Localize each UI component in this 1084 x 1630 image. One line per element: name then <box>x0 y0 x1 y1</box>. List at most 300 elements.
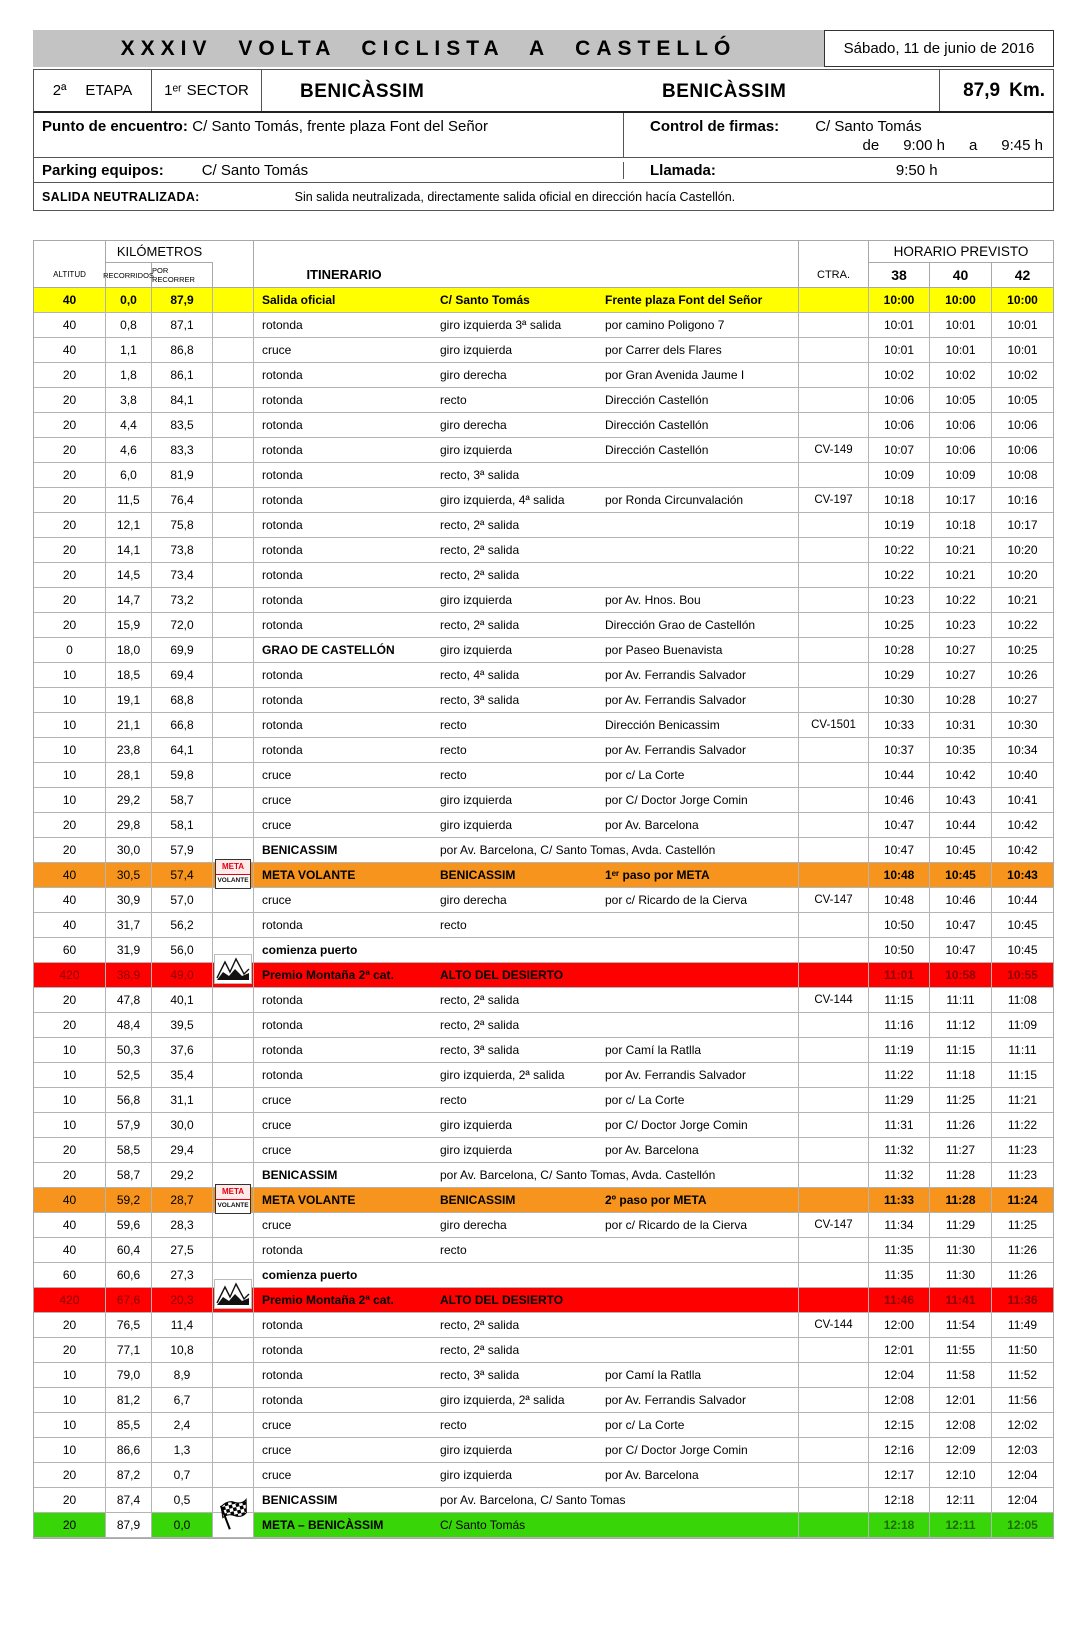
itinerary-turn-cell: giro izquierda <box>440 1443 513 1457</box>
km-remaining-cell: 29,2 <box>152 1163 213 1187</box>
itinerary-place-cell: rotonda <box>262 1343 303 1357</box>
road-code-cell <box>799 1488 869 1512</box>
row-icon-cell <box>213 538 254 562</box>
itinerary-road-cell: por camino Poligono 7 <box>599 313 799 337</box>
time-38kmh-cell: 10:01 <box>869 313 930 337</box>
itinerary-row <box>34 1338 1053 1363</box>
time-40kmh-cell: 10:46 <box>930 888 992 912</box>
km-remaining-cell: 64,1 <box>152 738 213 762</box>
time-38kmh-cell: 10:01 <box>869 338 930 362</box>
road-code-cell <box>799 863 869 887</box>
itinerary-road-cell: por Av. Barcelona <box>599 1463 799 1487</box>
road-code-cell <box>799 688 869 712</box>
itinerary-place-cell: cruce <box>262 1443 292 1457</box>
neutral-start-row <box>34 183 1053 210</box>
time-38kmh-cell: 11:46 <box>869 1288 930 1312</box>
itinerary-place-cell: cruce <box>262 1218 292 1232</box>
time-40kmh-cell: 10:06 <box>930 438 992 462</box>
altitude-cell: 20 <box>34 1463 106 1487</box>
itinerary-row <box>34 588 1053 613</box>
itinerary-place-cell: rotonda <box>262 518 303 532</box>
sector-label: SECTOR <box>186 82 249 99</box>
itinerary-road-cell: por Av. Ferrandis Salvador <box>599 1063 799 1087</box>
altitude-cell: 20 <box>34 613 106 637</box>
itinerary-row <box>34 1263 1053 1288</box>
row-icon-cell <box>213 313 254 337</box>
itinerary-place-cell: rotonda <box>262 493 303 507</box>
itinerary-turn-cell: giro derecha <box>440 1218 507 1232</box>
km-covered-cell: 19,1 <box>106 688 152 712</box>
time-42kmh-cell: 11:08 <box>1007 993 1038 1007</box>
road-code-cell <box>799 1288 869 1312</box>
time-42kmh-cell: 10:08 <box>1007 468 1038 482</box>
itinerary-turn-cell: giro izquierda <box>440 793 513 807</box>
itinerary-row <box>34 788 1053 813</box>
time-40kmh-cell: 10:27 <box>930 638 992 662</box>
row-icon-cell <box>213 613 254 637</box>
row-icon-cell <box>213 888 254 912</box>
altitude-cell: 40 <box>34 288 106 312</box>
title-bar <box>33 30 1054 67</box>
itinerary-road-cell <box>599 1338 799 1362</box>
itinerary-turn-cell: recto <box>440 393 467 407</box>
itinerary-place-cell: cruce <box>262 1468 292 1482</box>
signin-to-time: 9:45 h <box>1001 137 1043 154</box>
itinerary-turn-cell: recto, 2ª salida <box>440 1318 520 1332</box>
km-covered-cell: 1,1 <box>106 338 152 362</box>
itinerary-place-cell: rotonda <box>262 718 303 732</box>
altitude-cell: 10 <box>34 1063 106 1087</box>
distance-unit: Km. <box>1009 79 1045 101</box>
row-icon-cell <box>213 638 254 662</box>
time-40kmh-cell: 10:05 <box>930 388 992 412</box>
row-icon-cell <box>213 913 254 937</box>
km-covered-cell: 29,2 <box>106 788 152 812</box>
column-header-kilometros: KILÓMETROS <box>106 241 213 263</box>
time-42kmh-cell: 10:06 <box>1007 418 1038 432</box>
itinerary-turn-cell: recto <box>440 1418 467 1432</box>
column-header-horario-previsto: HORARIO PREVISTO <box>869 241 1053 263</box>
altitude-cell: 10 <box>34 1413 106 1437</box>
document <box>33 30 1054 1539</box>
itinerary-place-cell: rotonda <box>262 418 303 432</box>
itinerary-turn-cell <box>434 1263 599 1287</box>
km-covered-cell: 58,5 <box>106 1138 152 1162</box>
altitude-cell: 10 <box>34 738 106 762</box>
time-38kmh-cell: 10:37 <box>869 738 930 762</box>
itinerary-row <box>34 1238 1053 1263</box>
itinerary-row <box>34 1438 1053 1463</box>
row-icon-cell <box>213 738 254 762</box>
itinerary-turn-cell: recto, 3ª salida <box>440 693 520 707</box>
time-40kmh-cell: 10:58 <box>930 963 992 987</box>
itinerary-turn-cell: ALTO DEL DESIERTO <box>440 968 564 982</box>
row-icon-cell <box>213 1463 254 1487</box>
km-covered-cell: 3,8 <box>106 388 152 412</box>
time-38kmh-cell: 10:48 <box>869 888 930 912</box>
itinerary-turn-cell: giro izquierda <box>440 1143 513 1157</box>
itinerary-row <box>34 938 1053 963</box>
itinerary-turn-cell: giro izquierda <box>440 593 513 607</box>
time-42kmh-cell: 10:42 <box>1007 843 1038 857</box>
time-42kmh-cell: 11:49 <box>1007 1318 1038 1332</box>
km-remaining-cell: 37,6 <box>152 1038 213 1062</box>
itinerary-turn-cell: recto, 2ª salida <box>440 568 520 582</box>
km-covered-cell: 87,2 <box>106 1463 152 1487</box>
itinerary-place-cell: META – BENICÀSSIM <box>262 1518 384 1532</box>
itinerary-road-cell: por C/ Doctor Jorge Comin <box>599 788 799 812</box>
itinerary-turn-cell: recto, 2ª salida <box>440 618 520 632</box>
time-42kmh-cell: 10:55 <box>1007 968 1038 982</box>
altitude-cell: 10 <box>34 763 106 787</box>
altitude-cell: 10 <box>34 1088 106 1112</box>
road-code-cell <box>799 513 869 537</box>
itinerary-road-cell: Dirección Castellón <box>599 388 799 412</box>
altitude-cell: 40 <box>34 1213 106 1237</box>
time-42kmh-cell: 10:20 <box>1007 568 1038 582</box>
time-40kmh-cell: 11:11 <box>930 988 992 1012</box>
time-42kmh-cell: 10:45 <box>1007 918 1038 932</box>
itinerary-row <box>34 288 1053 313</box>
row-icon-cell <box>213 338 254 362</box>
km-remaining-cell: 84,1 <box>152 388 213 412</box>
itinerary-place-cell: cruce <box>262 343 292 357</box>
km-remaining-cell: 66,8 <box>152 713 213 737</box>
time-40kmh-cell: 10:35 <box>930 738 992 762</box>
time-38kmh-cell: 10:19 <box>869 513 930 537</box>
itinerary-road-cell: Dirección Benicassim <box>599 713 799 737</box>
time-40kmh-cell: 10:47 <box>930 938 992 962</box>
row-icon-cell <box>213 813 254 837</box>
itinerary-place-cell: rotonda <box>262 1018 303 1032</box>
time-42kmh-cell: 10:16 <box>1007 493 1038 507</box>
itinerary-row <box>34 1113 1053 1138</box>
altitude-cell: 10 <box>34 1388 106 1412</box>
km-covered-cell: 76,5 <box>106 1313 152 1337</box>
km-remaining-cell: 81,9 <box>152 463 213 487</box>
km-remaining-cell: 86,8 <box>152 338 213 362</box>
stage-cell <box>34 70 152 111</box>
itinerary-turn-cell: giro derecha <box>440 368 507 382</box>
time-38kmh-cell: 10:50 <box>869 938 930 962</box>
altitude-cell: 20 <box>34 1338 106 1362</box>
itinerary-row <box>34 613 1053 638</box>
time-40kmh-cell: 10:06 <box>930 413 992 437</box>
km-covered-cell: 29,8 <box>106 813 152 837</box>
itinerary-row <box>34 388 1053 413</box>
time-38kmh-cell: 12:18 <box>869 1488 930 1512</box>
altitude-cell: 20 <box>34 988 106 1012</box>
mountain-icon <box>214 1279 252 1317</box>
time-40kmh-cell: 11:29 <box>930 1213 992 1237</box>
itinerary-turn-cell: giro izquierda <box>440 443 513 457</box>
time-40kmh-cell: 11:30 <box>930 1238 992 1262</box>
time-42kmh-cell: 10:02 <box>1007 368 1038 382</box>
sector-cell <box>152 70 262 111</box>
altitude-cell: 0 <box>34 638 106 662</box>
time-42kmh-cell: 11:26 <box>1007 1243 1038 1257</box>
itinerary-place-cell: rotonda <box>262 1243 303 1257</box>
road-code-cell <box>799 1013 869 1037</box>
itinerary-row <box>34 1513 1053 1538</box>
km-remaining-cell: 11,4 <box>152 1313 213 1337</box>
km-remaining-cell: 76,4 <box>152 488 213 512</box>
itinerary-row <box>34 313 1053 338</box>
time-42kmh-cell: 10:34 <box>1007 743 1038 757</box>
distance-value: 87,9 <box>963 79 1001 101</box>
row-icon-cell <box>213 713 254 737</box>
time-42kmh-cell: 11:23 <box>1007 1168 1038 1182</box>
km-covered-cell: 11,5 <box>106 488 152 512</box>
km-covered-cell: 6,0 <box>106 463 152 487</box>
time-40kmh-cell: 10:42 <box>930 763 992 787</box>
altitude-cell: 20 <box>34 513 106 537</box>
km-covered-cell: 18,0 <box>106 638 152 662</box>
row-icon-cell <box>213 763 254 787</box>
km-remaining-cell: 6,7 <box>152 1388 213 1412</box>
column-header-ctra: CTRA. <box>799 241 869 287</box>
km-remaining-cell: 73,8 <box>152 538 213 562</box>
row-icon-cell <box>213 388 254 412</box>
row-icon-cell <box>213 1113 254 1137</box>
time-40kmh-cell: 10:45 <box>930 838 992 862</box>
time-40kmh-cell: 12:08 <box>930 1413 992 1437</box>
time-40kmh-cell: 10:28 <box>930 688 992 712</box>
call-value: 9:50 h <box>895 161 938 179</box>
itinerary-turn-cell: recto, 2ª salida <box>440 993 520 1007</box>
itinerary-turn-cell: giro izquierda 3ª salida <box>440 318 562 332</box>
time-42kmh-cell: 11:23 <box>1007 1143 1038 1157</box>
row-icon-cell <box>213 1288 254 1312</box>
km-covered-cell: 57,9 <box>106 1113 152 1137</box>
itinerary-place-cell: BENICASSIM <box>262 1493 338 1507</box>
time-42kmh-cell: 10:45 <box>1007 943 1038 957</box>
time-38kmh-cell: 10:46 <box>869 788 930 812</box>
road-code-cell <box>799 1263 869 1287</box>
itinerary-row <box>34 413 1053 438</box>
itinerary-road-cell: por c/ La Corte <box>599 1413 799 1437</box>
itinerary-place-cell: cruce <box>262 1118 292 1132</box>
time-40kmh-cell: 10:43 <box>930 788 992 812</box>
stage-summary-row <box>33 69 1054 113</box>
altitude-cell: 40 <box>34 888 106 912</box>
itinerary-road-cell: por C/ Doctor Jorge Comin <box>599 1113 799 1137</box>
km-remaining-cell: 69,9 <box>152 638 213 662</box>
time-40kmh-cell: 10:44 <box>930 813 992 837</box>
road-code-cell <box>799 413 869 437</box>
time-38kmh-cell: 11:34 <box>869 1213 930 1237</box>
km-remaining-cell: 57,0 <box>152 888 213 912</box>
time-42kmh-cell: 12:03 <box>1007 1443 1038 1457</box>
km-remaining-cell: 73,4 <box>152 563 213 587</box>
itinerary-row <box>34 863 1053 888</box>
time-38kmh-cell: 12:00 <box>869 1313 930 1337</box>
itinerary-place-cell: cruce <box>262 1093 292 1107</box>
time-42kmh-cell: 11:15 <box>1007 1068 1038 1082</box>
itinerary-turn-cell: BENICASSIM <box>440 1193 516 1207</box>
row-icon-cell <box>213 563 254 587</box>
km-remaining-cell: 10,8 <box>152 1338 213 1362</box>
time-38kmh-cell: 12:17 <box>869 1463 930 1487</box>
finish-city: BENICÀSSIM <box>662 81 787 102</box>
itinerary-road-cell: por Av. Ferrandis Salvador <box>599 1388 799 1412</box>
km-covered-cell: 85,5 <box>106 1413 152 1437</box>
itinerary-table-body <box>34 288 1053 1538</box>
time-42kmh-cell: 10:17 <box>1007 518 1038 532</box>
time-40kmh-cell: 10:17 <box>930 488 992 512</box>
time-38kmh-cell: 11:19 <box>869 1038 930 1062</box>
itinerary-row <box>34 1213 1053 1238</box>
itinerary-turn-cell: giro izquierda <box>440 1118 513 1132</box>
time-38kmh-cell: 11:32 <box>869 1138 930 1162</box>
itinerary-row <box>34 913 1053 938</box>
signin-from-label: de <box>862 137 880 154</box>
time-42kmh-cell: 12:04 <box>1007 1468 1038 1482</box>
km-covered-cell: 86,6 <box>106 1438 152 1462</box>
time-40kmh-cell: 11:28 <box>930 1188 992 1212</box>
km-remaining-cell: 87,9 <box>152 288 213 312</box>
time-38kmh-cell: 10:28 <box>869 638 930 662</box>
itinerary-road-cell: por Paseo Buenavista <box>599 638 799 662</box>
row-icon-cell <box>213 1013 254 1037</box>
time-40kmh-cell: 10:45 <box>930 863 992 887</box>
time-38kmh-cell: 11:01 <box>869 963 930 987</box>
altitude-cell: 20 <box>34 1313 106 1337</box>
row-icon-cell <box>213 1063 254 1087</box>
itinerary-row <box>34 1013 1053 1038</box>
itinerary-row <box>34 1088 1053 1113</box>
itinerary-road-cell <box>599 988 799 1012</box>
itinerary-row <box>34 838 1053 863</box>
itinerary-turn-cell: giro izquierda <box>440 643 513 657</box>
road-code-cell <box>799 388 869 412</box>
row-icon-cell <box>213 1438 254 1462</box>
row-icon-cell <box>213 1413 254 1437</box>
itinerary-place-cell: Premio Montaña 2ª cat. <box>262 1293 394 1307</box>
time-38kmh-cell: 12:01 <box>869 1338 930 1362</box>
stage-number: 2ª <box>52 82 67 99</box>
time-40kmh-cell: 11:25 <box>930 1088 992 1112</box>
itinerary-place-cell: rotonda <box>262 368 303 382</box>
itinerary-place-cell: comienza puerto <box>262 943 358 957</box>
itinerary-row <box>34 563 1053 588</box>
itinerary-road-cell: por Carrer dels Flares <box>599 338 799 362</box>
altitude-cell: 40 <box>34 1238 106 1262</box>
column-header-itinerario <box>254 241 799 287</box>
row-icon-cell <box>213 788 254 812</box>
km-covered-cell: 79,0 <box>106 1363 152 1387</box>
time-40kmh-cell: 11:41 <box>930 1288 992 1312</box>
km-remaining-cell: 0,0 <box>152 1513 213 1537</box>
itinerary-road-cell: Dirección Castellón <box>599 438 799 462</box>
time-40kmh-cell: 11:54 <box>930 1313 992 1337</box>
road-code-cell <box>799 1413 869 1437</box>
altitude-cell: 20 <box>34 488 106 512</box>
itinerary-row <box>34 688 1053 713</box>
race-date: Sábado, 11 de junio de 2016 <box>824 30 1054 67</box>
time-40kmh-cell: 11:27 <box>930 1138 992 1162</box>
itinerary-road-cell: por C/ Doctor Jorge Comin <box>599 1438 799 1462</box>
time-42kmh-cell: 10:05 <box>1007 393 1038 407</box>
mountain-icon <box>214 954 252 992</box>
meeting-value: C/ Santo Tomás, frente plaza Font del Señor <box>192 118 489 135</box>
time-42kmh-cell: 10:22 <box>1007 618 1038 632</box>
row-icon-cell <box>213 1388 254 1412</box>
time-42kmh-cell: 11:25 <box>1007 1218 1038 1232</box>
km-remaining-cell: 0,7 <box>152 1463 213 1487</box>
itinerary-row <box>34 738 1053 763</box>
km-remaining-cell: 49,0 <box>152 963 213 987</box>
row-icon-cell <box>213 1038 254 1062</box>
km-remaining-cell: 57,9 <box>152 838 213 862</box>
km-remaining-cell: 29,4 <box>152 1138 213 1162</box>
altitude-cell: 10 <box>34 788 106 812</box>
time-40kmh-cell: 12:01 <box>930 1388 992 1412</box>
itinerary-row <box>34 988 1053 1013</box>
itinerary-road-cell: por Gran Avenida Jaume I <box>599 363 799 387</box>
road-code-cell <box>799 813 869 837</box>
time-40kmh-cell: 12:11 <box>930 1488 992 1512</box>
itinerary-row <box>34 713 1053 738</box>
time-42kmh-cell: 11:36 <box>1007 1293 1038 1307</box>
itinerary-road-cell <box>599 563 799 587</box>
road-code-cell <box>799 538 869 562</box>
time-40kmh-cell: 11:55 <box>930 1338 992 1362</box>
itinerary-turn-cell: recto, 2ª salida <box>440 1343 520 1357</box>
time-40kmh-cell: 12:11 <box>930 1513 992 1537</box>
km-covered-cell: 56,8 <box>106 1088 152 1112</box>
altitude-cell: 10 <box>34 688 106 712</box>
time-40kmh-cell: 10:27 <box>930 663 992 687</box>
itinerary-place-cell: rotonda <box>262 1393 303 1407</box>
time-42kmh-cell: 10:42 <box>1007 818 1038 832</box>
km-covered-cell: 30,5 <box>106 863 152 887</box>
altitude-cell: 40 <box>34 863 106 887</box>
itinerary-turn-cell: giro izquierda, 2ª salida <box>440 1393 565 1407</box>
stage-label: ETAPA <box>85 82 133 99</box>
icon-column-header <box>213 241 254 287</box>
road-code-cell <box>799 1238 869 1262</box>
row-icon-cell <box>213 413 254 437</box>
itinerary-turn-cell: giro izquierda <box>440 1468 513 1482</box>
km-remaining-cell: 39,5 <box>152 1013 213 1037</box>
column-header-recorridos: RECORRIDOS <box>106 263 152 287</box>
itinerary-row <box>34 363 1053 388</box>
km-remaining-cell: 72,0 <box>152 613 213 637</box>
itinerary-place-cell: GRAO DE CASTELLÓN <box>262 643 395 657</box>
altitude-cell: 20 <box>34 1488 106 1512</box>
altitude-cell: 20 <box>34 838 106 862</box>
itinerary-turn-cell: recto, 3ª salida <box>440 1043 520 1057</box>
itinerary-road-cell <box>599 1288 799 1312</box>
time-38kmh-cell: 10:06 <box>869 388 930 412</box>
itinerary-place-cell: cruce <box>262 1143 292 1157</box>
km-covered-cell: 21,1 <box>106 713 152 737</box>
itinerary-road-cell <box>599 1513 799 1537</box>
road-code-cell <box>799 363 869 387</box>
time-38kmh-cell: 11:35 <box>869 1238 930 1262</box>
altitude-cell: 20 <box>34 1138 106 1162</box>
row-icon-cell <box>213 1088 254 1112</box>
km-remaining-cell: 56,0 <box>152 938 213 962</box>
time-42kmh-cell: 10:21 <box>1007 593 1038 607</box>
altitude-cell: 40 <box>34 913 106 937</box>
km-remaining-cell: 83,3 <box>152 438 213 462</box>
itinerary-turn-cell: giro izquierda <box>440 343 513 357</box>
km-covered-cell: 14,1 <box>106 538 152 562</box>
itinerary-road-cell: por Camí la Ratlla <box>599 1038 799 1062</box>
itinerary-place-cell: rotonda <box>262 693 303 707</box>
